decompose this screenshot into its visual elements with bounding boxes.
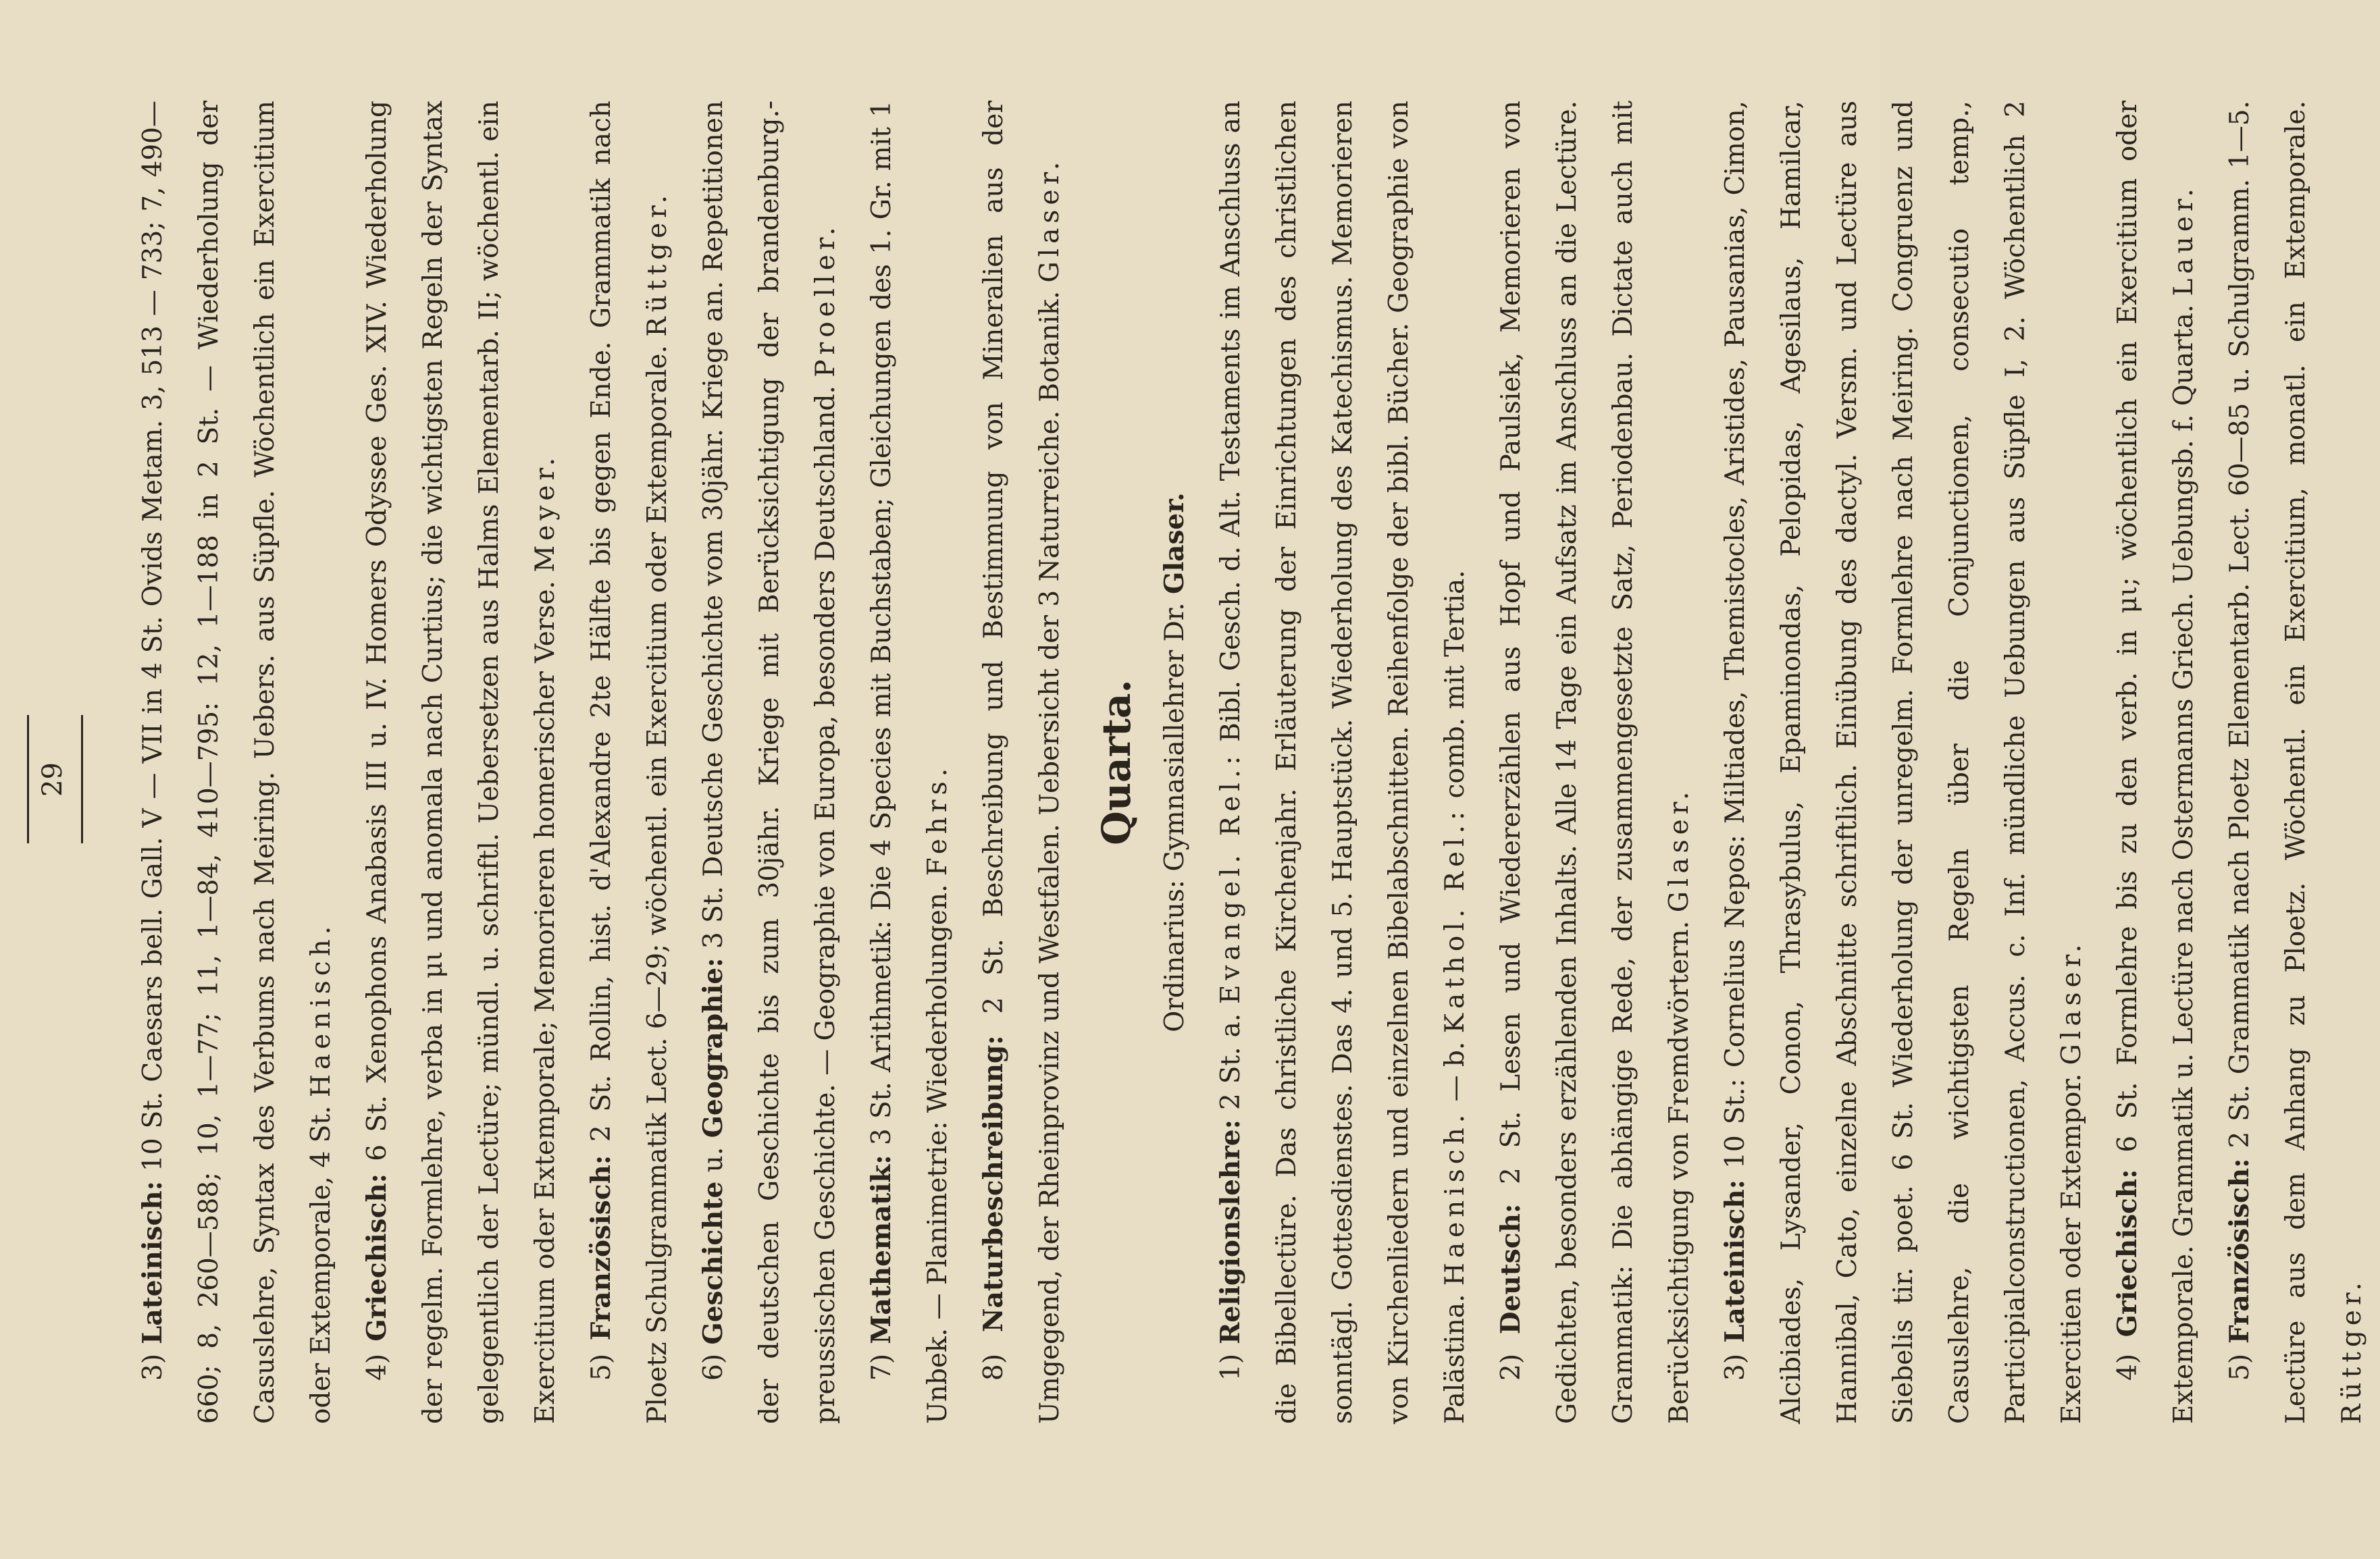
teacher-name: Haenisch. — [1440, 1109, 1470, 1286]
tertia-history-entry — [685, 101, 854, 1424]
entry-number: 4) — [362, 1353, 392, 1381]
tertia-greek-entry — [349, 101, 573, 1424]
subject-label: Lateinisch: — [137, 1181, 168, 1344]
entry-text: 2 St. Lesen und Wiedererzählen aus Hopf und Paulsiek, Memorieren von Gedichten, besonders erzählenden Inhalts. Alle 14 Tage ein Aufsatz im Anschluss an die Lectüre. Grammatik: Die abhängige Rede, der zusammengesetzte Satz, Periodenbau. Dictate auch mit Berücksichtigung von Fremdwörtern. — [1496, 101, 1695, 1424]
quarta-german-entry — [1483, 101, 1707, 1424]
teacher-name: Proeller. — [810, 222, 841, 377]
ordinarius-line — [1147, 101, 1203, 1424]
subject-label: Griechisch: — [2112, 1169, 2143, 1338]
subject-label: Lateinisch: — [1719, 1179, 1751, 1343]
teacher-name: Rüttger. — [642, 190, 673, 337]
header-rule-top — [27, 715, 29, 843]
quarta-religion-entry — [1203, 101, 1483, 1424]
entry-text: 2 St. Grammatik nach Ploetz Elementarb. Lect. 60—85 u. Schulgramm. 1—5. Lectüre aus dem Anhang zu Ploetz. Wöchentl. ein Exercitium, monatl. ein Extemporale. — [2225, 101, 2311, 1424]
ordinarius-name: Glaser. — [1159, 492, 1190, 594]
entry-text-end: comb. mit Tertia. — [1440, 570, 1470, 799]
section-heading: Quarta. — [1093, 679, 1139, 845]
tertia-latin-entry — [125, 101, 349, 1424]
entry-number: 3) — [138, 1353, 168, 1381]
quarta-french-entry — [2212, 101, 2380, 1424]
subject-label: Deutsch: — [1495, 1203, 1526, 1335]
teacher-name: Rüttger. — [2337, 1277, 2367, 1424]
tertia-nature-entry — [966, 101, 1078, 1424]
subject-label: Geschichte — [698, 1181, 729, 1345]
entry-number: 2) — [1496, 1353, 1526, 1381]
teacher-name: Fehrs. — [923, 764, 953, 876]
tertia-math-entry — [854, 101, 966, 1424]
teacher-name: Meyer. — [530, 452, 561, 573]
entry-number: 5) — [586, 1353, 617, 1381]
entry-number: 5) — [2225, 1353, 2255, 1381]
subject-label: Naturbeschreibung: — [978, 1035, 1009, 1333]
tertia-french-entry — [573, 101, 685, 1424]
entry-text: 10 St.: Cornelius Nepos: Miltiades, Themistocles, Aristides, Pausanias, Cimon, Alcibiades, Lysander, Conon, Thrasybulus, Epaminondas, Pelopidas, Agesilaus, Hamilcar, Hannibal, Cato, einzelne Abschnitte schriftlich. Einübung des dactyl. Versm. und Lectüre aus Siebelis tir. poet. 6 St. Wiederholung der unregelm. Formlehre nach Meiring. Congruenz und Casuslehre, die wichtigsten Regeln über die Conjunctionen, consecutio temp., Participialconstructionen, Accus. c. Inf. mündliche Uebungen aus Süpfle I, 2. Wöchentlich 2 Exercitien oder Extempor. — [1720, 101, 2087, 1424]
entry-text-pre: 2 St. a. — [1216, 1013, 1246, 1111]
entry-text: 6 St. Xenophons Anabasis III u. IV. Homers Odyssee Ges. XIV. Wiederholung der regelm. Formlehre, verba in μι und anomala nach Curtius; die wichtigsten Regeln der Syntax gelegentlich der Lectüre; mündl. u. schriftl. Uebersetzen aus Halms Elementarb. II; wöchentl. ein Exercitium oder Extemporale; Memorieren homerischer Verse. — [362, 101, 561, 1424]
teacher-name: Glaser. — [2056, 939, 2087, 1065]
page-body — [125, 101, 2380, 1424]
denomination-label-2: Kathol. Rel.: — [1440, 806, 1470, 1034]
header-rule-bottom — [81, 715, 83, 843]
quarta-greek-entry — [2100, 101, 2212, 1424]
teacher-name: Glaser. — [1664, 787, 1695, 913]
subject-label: Französisch: — [586, 1155, 617, 1341]
subject-join: u. — [698, 1146, 729, 1173]
entry-number: 3) — [1720, 1353, 1751, 1381]
subject-label: Griechisch: — [361, 1173, 392, 1342]
subject-label: Französisch: — [2224, 1158, 2255, 1344]
entry-text-post: — b. — [1440, 1041, 1470, 1102]
teacher-name: Lauer. — [2169, 184, 2199, 296]
entry-text: 6 St. Formlehre bis zu den verb. in μι; wöchentlich ein Exercitium oder Extemporale. Grammatik u. Lectüre nach Ostermanns Griech. Uebungsb. f. Quarta. — [2113, 101, 2199, 1424]
entry-text: Bibl. Gesch. d. Alt. Testaments im Anschluss an die Bibellectüre. Das christliche Kirchenjahr. Erläuterung der Einrichtungen des christlichen sonntägl. Gottesdienstes. Das 4. und 5. Hauptstück. Wiederholung des Katechismus. Memorieren von Kirchenliedern und einzelnen Bibelabschnitten. Reihenfolge der bibl. Bücher. Geographie von Palästina. — [1216, 101, 1470, 1424]
entry-number: 6) — [698, 1353, 729, 1381]
entry-number: 8) — [979, 1353, 1009, 1381]
subject-label: Mathematik: — [866, 1155, 897, 1344]
entry-number: 7) — [866, 1353, 897, 1381]
quarta-latin-entry — [1707, 101, 2100, 1424]
subject-label: Religionslehre: — [1215, 1119, 1246, 1345]
teacher-name: Glaser. — [1035, 157, 1065, 283]
entry-text: 10 St. Caesars bell. Gall. V — VII in 4 St. Ovids Metam. 3, 513 — 733; 7, 490—660; 8, 260—588; 10, 1—77; 11, 1—84, 410—795: 12, 1—188 in 2 St. — Wiederholung der Casuslehre, Syntax des Verbums nach Meiring. Uebers. aus Süpfle. Wöchentlich ein Exercitium oder Extemporale, 4 St. — [138, 101, 336, 1424]
ordinarius-label: Ordinarius: Gymnasiallehrer Dr. — [1160, 602, 1190, 1032]
entry-number: 4) — [2113, 1353, 2143, 1381]
teacher-name: Haenisch. — [306, 921, 336, 1098]
denomination-label: Evangel. Rel.: — [1216, 751, 1246, 1004]
entry-text: 2 St. Rollin, hist. d'Alexandre 2te Hälfte bis gegen Ende. Grammatik nach Ploetz Schulgrammatik Lect. 6—29; wöchentl. ein Exercitium oder Extemporale. — [586, 101, 673, 1424]
subject-label-2: Geographie: — [698, 957, 729, 1138]
entry-text: 3 St. Deutsche Geschichte vom 30jähr. Kriege an. Repetitionen der deutschen Geschichte bis zum 30jähr. Kriege mit Berücksichtigung der brandenburg.-preussischen Geschichte. — Geographie von Europa, besonders Deutschland. — [698, 100, 841, 1424]
entry-number: 1) — [1216, 1353, 1246, 1381]
entry-text: 2 St. Beschreibung und Bestimmung von Mineralien aus der Umgegend, der Rheinprovinz und Westfalen. Uebersicht der 3 Naturreiche. Botanik. — [979, 101, 1065, 1424]
entry-text: 3 St. Arithmetik: Die 4 Species mit Buchstaben; Gleichungen des 1. Gr. mit 1 Unbek. — Planimetrie: Wiederholungen. — [866, 100, 953, 1424]
page-number: 29 — [37, 762, 68, 797]
